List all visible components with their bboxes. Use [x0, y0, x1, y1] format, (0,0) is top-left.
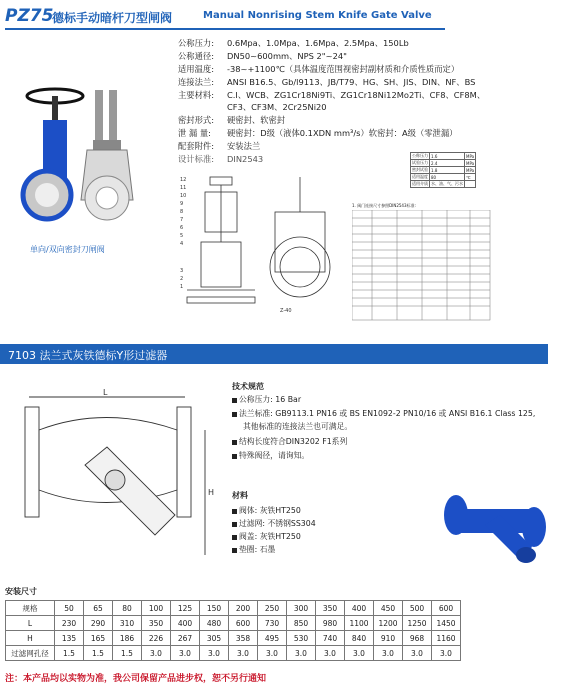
spec-row: CF3、CF3M、2Cr25Ni20	[227, 102, 327, 112]
part-number: 7	[180, 217, 184, 223]
table-subtitle: 1. 阀门连接尺寸参照DIN2543标准:	[352, 203, 416, 208]
tech-item: 特殊阀径，请询知。	[232, 450, 309, 461]
bullet-icon	[232, 398, 237, 403]
valve-photo-caption: 单向/双向密封刀闸阀	[30, 245, 105, 254]
bullet-icon	[232, 548, 237, 553]
dimensions-table	[5, 600, 461, 661]
material-item: 过滤网: 不锈钢SS304	[232, 518, 316, 529]
bullet-icon	[232, 440, 237, 445]
product-title-en: Manual Nonrising Stem Knife Gate Valve	[203, 10, 432, 21]
spec-row: 设计标准: DIN2543	[178, 154, 264, 164]
dimension-label-H: H	[208, 488, 215, 497]
table-row: L 230 290 310 350 400 480 600 730 850 980 1100 1200 1250 1450	[6, 616, 461, 631]
tech-item: 结构长度符合DIN3202 F1系列	[232, 436, 347, 447]
tech-item: 其他标准的连接法兰也可满足。	[243, 422, 353, 431]
tech-item: 法兰标准: GB9113.1 PN16 或 BS EN1092-2 PN10/16 或 ANSI B16.1 Class 125,	[232, 408, 535, 419]
materials-title: 材料	[232, 491, 248, 500]
spec-row: 主要材料: C.I、WCB、ZG1Cr18Ni9Ti、ZG1Cr18Ni12Mo2Ti、CF8、CF8M、	[178, 90, 486, 100]
material-item: 阀盖: 灰铁HT250	[232, 531, 301, 542]
title-underline	[5, 28, 445, 30]
table-row: 密封试验 1.8 MPa	[412, 167, 475, 173]
y-strainer-photo	[440, 485, 550, 570]
part-number: 6	[180, 225, 184, 231]
spec-row: 公称压力: 0.6Mpa、1.0Mpa、1.6Mpa、2.5Mpa、150Lb	[178, 38, 409, 48]
knife-gate-valve-photo	[15, 80, 155, 240]
section-title: 7103 法兰式灰铁德标Y形过滤器	[8, 349, 168, 362]
tech-spec-title: 技术规范	[232, 382, 264, 391]
dimensions-title: 安装尺寸	[5, 587, 37, 596]
part-number: 11	[180, 185, 187, 191]
table-row: 过滤网孔径 1.5 1.5 1.5 3.0 3.0 3.0 3.0 3.0 3.0 3.0 3.0 3.0 3.0 3.0	[6, 646, 461, 661]
product-code: PZ75	[5, 6, 54, 26]
pressure-spec-table	[410, 152, 476, 188]
part-number: 10	[180, 193, 187, 199]
spec-row: 泄 漏 量: 硬密封：D级（液体0.1XDN mm³/s）软密封：A级（零泄漏）	[178, 128, 458, 138]
y-strainer-drawing	[15, 385, 215, 565]
bullet-icon	[232, 522, 237, 527]
footer-note: 注：本产品均以实物为准，我公司保留产品进步权，恕不另行通知	[5, 674, 267, 684]
spec-row: 配套附件: 安装法兰	[178, 141, 261, 151]
spec-row: 适用温度: -38~+1100℃（具体温度范围视密封副材质和介质性质而定）	[178, 64, 460, 74]
bullet-icon	[232, 412, 237, 417]
part-number: 8	[180, 209, 184, 215]
product-title-cn: 德标手动暗杆刀型闸阀	[52, 11, 173, 25]
table-row: 适用温度 80 ℃	[411, 174, 476, 181]
part-number: 1	[180, 284, 184, 290]
dimension-table-grid	[352, 210, 492, 322]
table-row: 适用介质 水、油、气、污水	[411, 181, 476, 188]
valve-technical-drawing	[175, 172, 355, 317]
part-number: 4	[180, 241, 184, 247]
spec-row: 密封形式: 硬密封、软密封	[178, 115, 286, 125]
part-number: 5	[180, 233, 184, 239]
bullet-icon	[232, 454, 237, 459]
table-row: 公称压力 1.6 MPa	[412, 153, 475, 159]
bullet-icon	[232, 535, 237, 540]
tech-item: 公称压力: 16 Bar	[232, 394, 301, 405]
part-number: 12	[180, 177, 187, 183]
material-item: 垫圈: 石墨	[232, 544, 275, 555]
drawing-tag: Z-40	[280, 308, 292, 314]
table-row: H 135 165 186 226 267 305 358 495 530 740 840 910 968 1160	[6, 631, 461, 646]
part-number: 3	[180, 268, 184, 274]
part-number: 2	[180, 276, 184, 282]
spec-row: 公称通径: DN50~600mm、NPS 2"~24"	[178, 51, 347, 61]
material-item: 阀体: 灰铁HT250	[232, 505, 301, 516]
table-row: 试验压力 2.4 MPa	[412, 160, 475, 166]
bullet-icon	[232, 509, 237, 514]
table-row: 规格 50 65 80 100 125 150 200 250 300 350 400 450 500 600	[6, 601, 461, 616]
part-number: 9	[180, 201, 184, 207]
spec-row: 连接法兰: ANSI B16.5、Gb/l9113、JB/T79、HG、SH、JIS、DIN、NF、BS	[178, 77, 476, 87]
dimension-label-L: L	[103, 388, 108, 397]
